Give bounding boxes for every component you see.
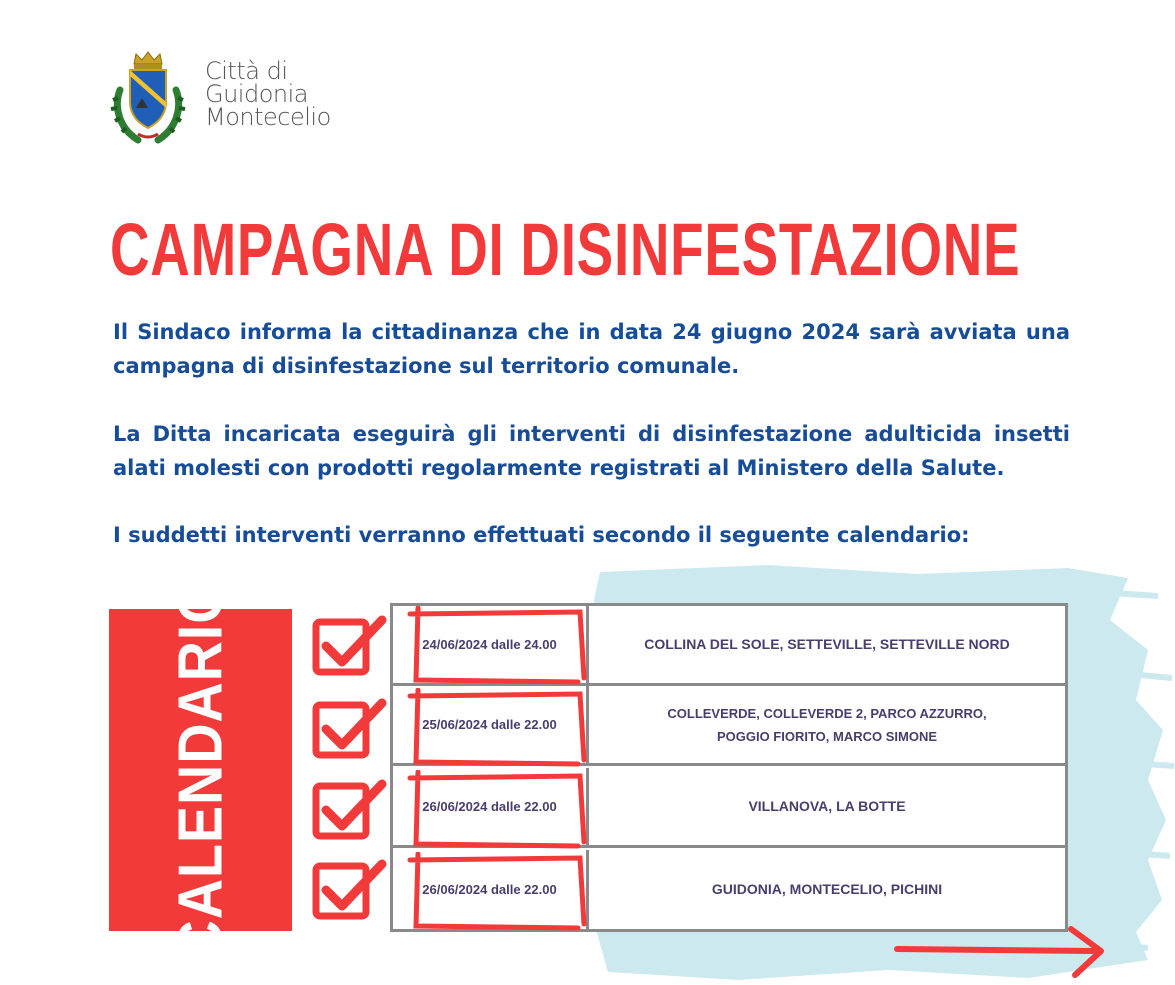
row-zones [589, 768, 1065, 845]
row-date: 24/06/2024 dalle 24.00 [393, 606, 589, 683]
zone-line: COLLINA DEL SOLE, SETTEVILLE, SETTEVILLE NORD [644, 636, 1010, 652]
row-date: 26/06/2024 dalle 22.00 [393, 768, 589, 845]
city-name [205, 57, 331, 131]
zone-line: COLLEVERDE, COLLEVERDE 2, PARCO AZZURRO, [667, 705, 987, 721]
company-paragraph: La Ditta incaricata eseguirà gli interventi di disinfestazione adulticida insetti alati molesti con prodotti regolarmente registrati al Ministero della Salute. [113, 422, 1070, 480]
calendar-intro-paragraph: I suddetti interventi verranno effettuati secondo il seguente calendario: [113, 523, 970, 547]
row-date: 26/06/2024 dalle 22.00 [393, 850, 589, 929]
announcement-paragraph: Il Sindaco informa la cittadinanza che in data 24 giugno 2024 sarà avviata una campagna di disinfestazione sul territorio comunale. [113, 320, 1070, 378]
check-icon [312, 612, 388, 676]
calendar-table [390, 603, 1068, 932]
city-name-line-2: Guidonia [205, 80, 308, 108]
row-zones [589, 606, 1065, 683]
table-row [393, 606, 1065, 686]
city-logo [108, 50, 358, 145]
calendar-banner [109, 579, 292, 961]
table-row [393, 686, 1065, 766]
page-title: CAMPAGNA DI DISINFESTAZIONE [110, 208, 1021, 291]
coat-of-arms-icon [108, 50, 188, 145]
zone-line: POGGIO FIORITO, MARCO SIMONE [716, 728, 938, 744]
city-name-line-1: Città di [205, 57, 288, 85]
row-date: 25/06/2024 dalle 22.00 [393, 686, 589, 763]
zone-line: VILLANOVA, LA BOTTE [748, 798, 906, 814]
check-icon [312, 776, 388, 840]
city-name-line-3: Montecelio [205, 103, 331, 131]
zone-line: GUIDONIA, MONTECELIO, PICHINI [711, 881, 943, 897]
check-icon [312, 695, 388, 759]
table-row [393, 850, 1065, 929]
row-zones [589, 850, 1065, 929]
check-icon [312, 856, 388, 920]
arrow-right-icon [893, 923, 1108, 981]
calendar-label: CALENDARIO [166, 579, 235, 961]
table-row [393, 768, 1065, 848]
row-zones [589, 686, 1065, 763]
